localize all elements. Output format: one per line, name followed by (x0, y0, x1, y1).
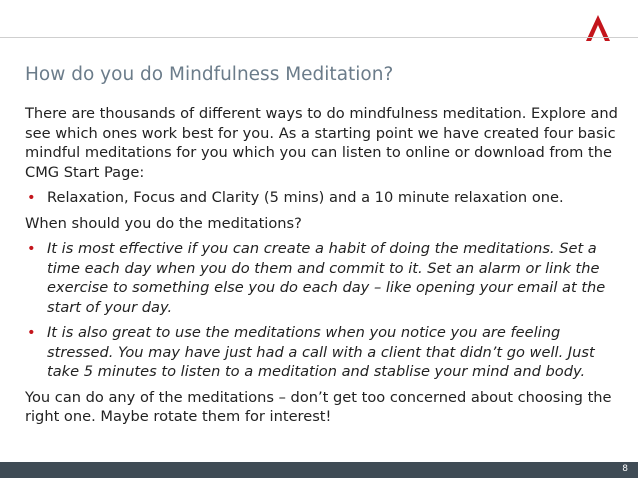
bullet-text: It is most effective if you can create a habit of doing the meditations. Set a time each day when you do them and commit to it. Set an alarm or link the exercise to something else you do each day – like opening your email at the start of your day. (47, 240, 606, 316)
bullet-item (25, 188, 620, 208)
bullet-text: Relaxation, Focus and Clarity (5 mins) and a 10 minute relaxation one. (47, 189, 564, 206)
bullet-item (25, 323, 620, 382)
page-number: 8 (622, 464, 628, 474)
slide-title: How do you do Mindfulness Meditation? (25, 64, 394, 85)
intro-paragraph: There are thousands of different ways to do mindfulness meditation. Explore and see which ones work best for you. As a starting point we have created four basic mindful meditations for you which you can listen to online or download from the CMG Start Page: (25, 105, 618, 181)
question-heading: When should you do the meditations? (25, 214, 302, 232)
bullet-icon: • (27, 324, 36, 341)
bullet-icon: • (27, 189, 36, 206)
header-divider (0, 37, 638, 38)
bullet-icon: • (27, 240, 36, 257)
slide-body (25, 104, 620, 433)
bullet-text: It is also great to use the meditations when you notice you are feeling stressed. You may have just had a call with a client that didn’t go well. Just take 5 minutes to listen to a meditation and stablise your mind and body. (47, 324, 595, 380)
closing-paragraph: You can do any of the meditations – don’t get too concerned about choosing the right one. Maybe rotate them for interest! (25, 388, 612, 425)
bullet-item (25, 239, 620, 317)
footer-bar (0, 462, 638, 478)
